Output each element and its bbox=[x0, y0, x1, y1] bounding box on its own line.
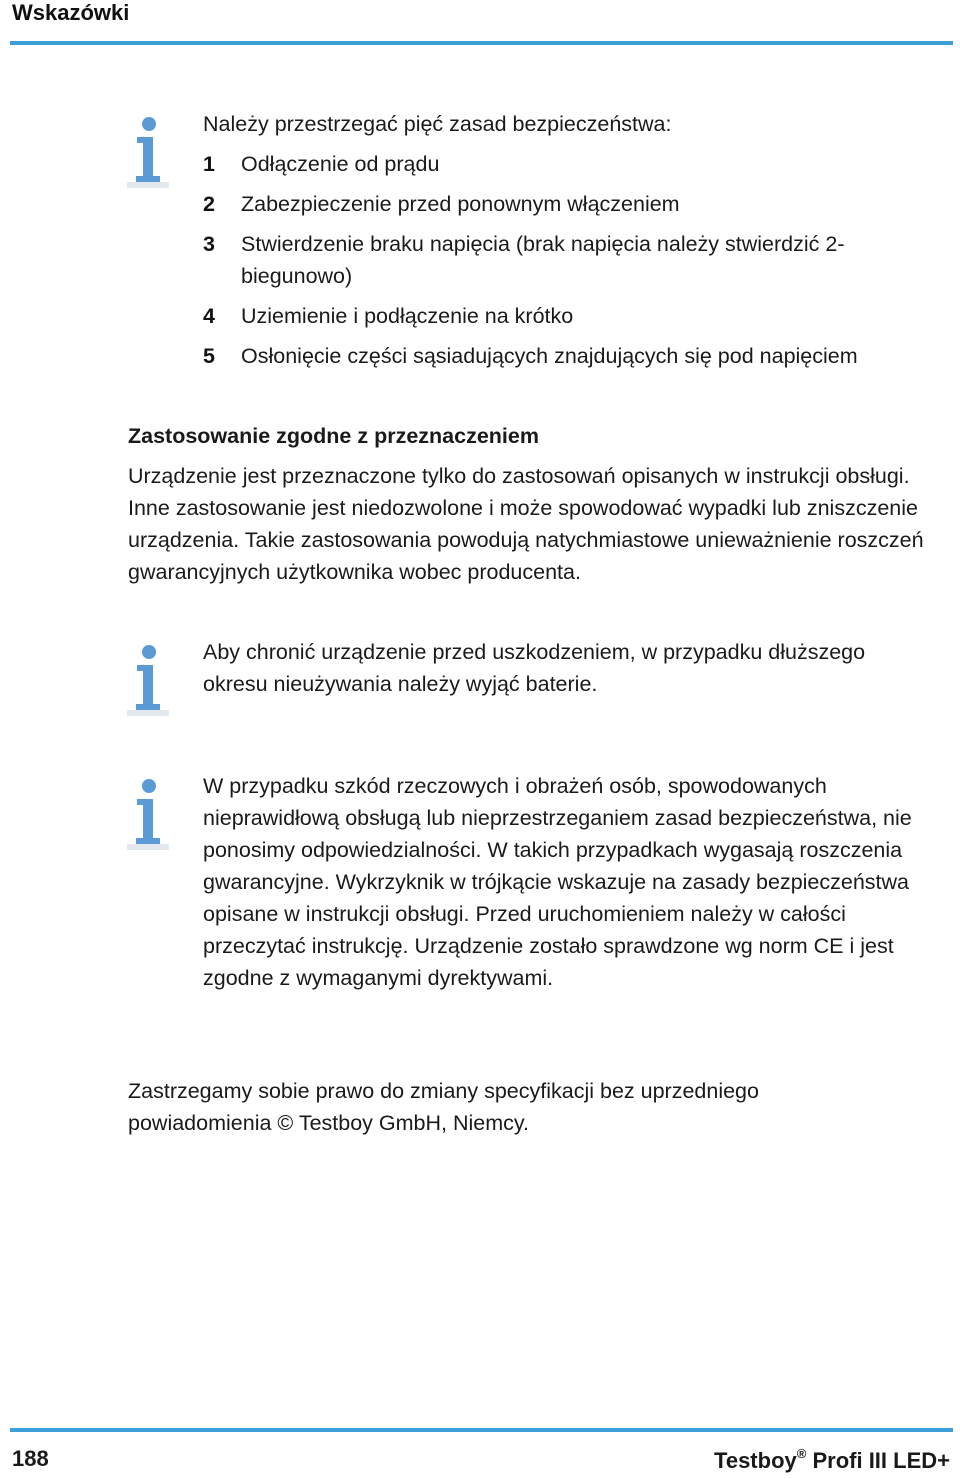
list-text: Uziemienie i podłączenie na krótko bbox=[241, 304, 574, 328]
info-icon bbox=[125, 768, 171, 854]
list-number: 1 bbox=[203, 152, 215, 176]
list-item bbox=[203, 148, 933, 180]
product-model: Profi III LED+ bbox=[812, 1448, 950, 1473]
header-divider bbox=[10, 41, 953, 45]
footer-divider bbox=[10, 1428, 953, 1432]
list-text: Stwierdzenie braku napięcia (brak napięcia należy stwierdzić 2-biegunowo) bbox=[241, 232, 845, 288]
list-number: 3 bbox=[203, 232, 215, 256]
product-name bbox=[714, 1446, 950, 1474]
list-text: Zabezpieczenie przed ponownym włączeniem bbox=[241, 192, 680, 216]
disclaimer: Zastrzegamy sobie prawo do zmiany specyfikacji bez uprzedniego powiadomienia © Testboy GmbH, Niemcy. bbox=[128, 1079, 759, 1135]
page-title: Wskazówki bbox=[12, 0, 130, 25]
safety-rules-list bbox=[203, 148, 933, 380]
list-item bbox=[203, 228, 933, 292]
list-item bbox=[203, 300, 933, 332]
info-icon bbox=[125, 634, 171, 720]
registered-mark: ® bbox=[796, 1446, 807, 1461]
safety-intro: Należy przestrzegać pięć zasad bezpieczeństwa: bbox=[203, 112, 672, 136]
list-item bbox=[203, 340, 933, 372]
info-icon bbox=[125, 106, 171, 192]
brand-name: Testboy bbox=[714, 1448, 797, 1473]
list-text: Osłonięcie części sąsiadujących znajdujących się pod napięciem bbox=[241, 344, 858, 368]
list-item bbox=[203, 188, 933, 220]
intended-use-body: Urządzenie jest przeznaczone tylko do zastosowań opisanych w instrukcji obsługi. Inne zastosowanie jest niedozwolone i może spowodować wypadki lub zniszczenie urządzenia. Takie zastosowania powodują natychmiastowe unieważnienie roszczeń gwarancyjnych użytkownika wobec producenta. bbox=[128, 464, 924, 584]
battery-note: Aby chronić urządzenie przed uszkodzeniem, w przypadku dłuższego okresu nieużywania należy wyjąć baterie. bbox=[203, 640, 866, 696]
page-number: 188 bbox=[12, 1446, 49, 1471]
list-text: Odłączenie od prądu bbox=[241, 152, 440, 176]
list-number: 4 bbox=[203, 304, 215, 328]
list-number: 5 bbox=[203, 344, 215, 368]
liability-note: W przypadku szkód rzeczowych i obrażeń osób, spowodowanych nieprawidłową obsługą lub nieprzestrzeganiem zasad bezpieczeństwa, nie ponosimy odpowiedzialności. W takich przypadkach wygasają roszczenia gwarancyjne. Wykrzyknik w trójkącie wskazuje na zasady bezpieczeństwa opisane w instrukcji obsługi. Przed uruchomieniem należy w całości przeczytać instrukcję. Urządzenie zostało sprawdzone wg norm CE i jest zgodne z wymaganymi dyrektywami. bbox=[203, 774, 912, 990]
intended-use-heading: Zastosowanie zgodne z przeznaczeniem bbox=[128, 424, 539, 448]
list-number: 2 bbox=[203, 192, 215, 216]
